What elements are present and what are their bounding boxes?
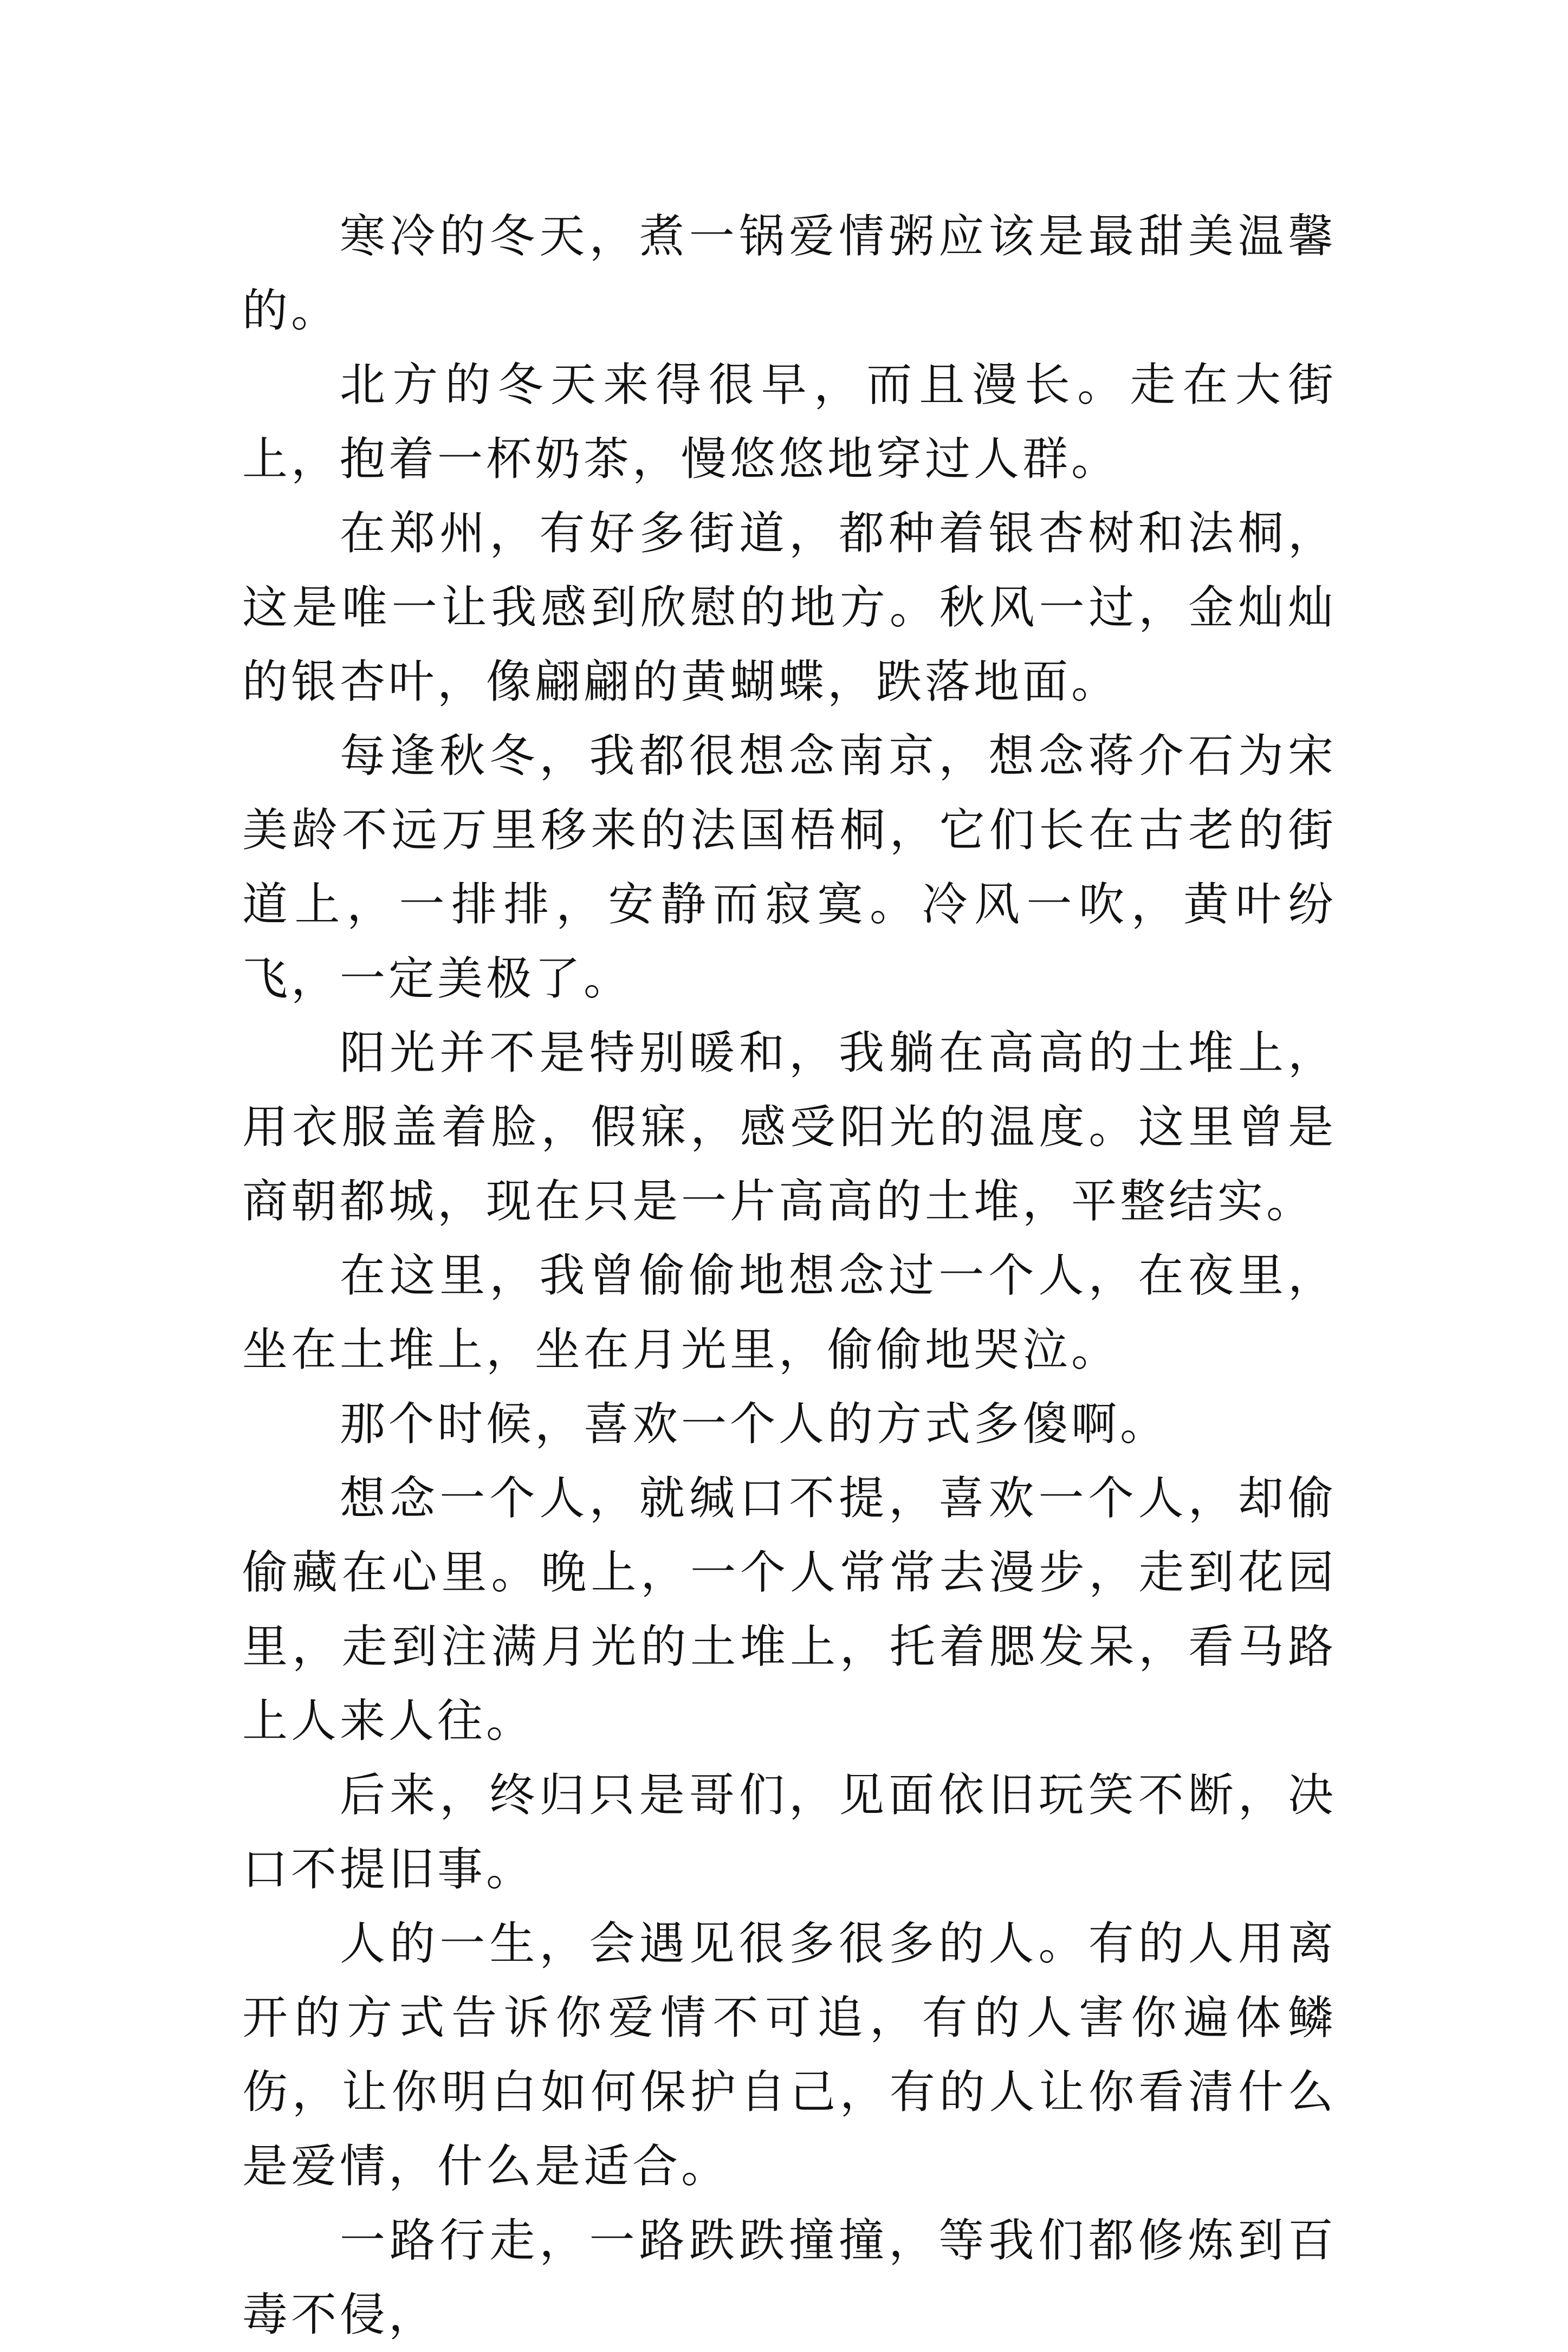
paragraph: 在这里，我曾偷偷地想念过一个人，在夜里，坐在土堆上，坐在月光里，偷偷地哭泣。 xyxy=(242,1249,1337,1376)
paragraph: 人的一生，会遇见很多很多的人。有的人用离开的方式告诉你爱情不可追，有的人害你遍体鳞伤，让你明白如何保护自己，有的人让你看清什么是爱情，什么是适合。 xyxy=(242,1917,1337,2193)
document-body xyxy=(242,199,1337,2352)
paragraph: 阳光并不是特别暖和，我躺在高高的土堆上，用衣服盖着脸，假寐，感受阳光的温度。这里曾是商朝都城，现在只是一片高高的土堆，平整结实。 xyxy=(242,1026,1337,1228)
paragraph: 后来，终归只是哥们，见面依旧玩笑不断，决口不提旧事。 xyxy=(242,1768,1337,1896)
paragraph: 北方的冬天来得很早，而且漫长。走在大街上，抱着一杯奶茶，慢悠悠地穿过人群。 xyxy=(242,358,1337,485)
paragraph: 寒冷的冬天，煮一锅爱情粥应该是最甜美温馨的。 xyxy=(242,210,1337,337)
paragraph: 每逢秋冬，我都很想念南京，想念蒋介石为宋美龄不远万里移来的法国梧桐，它们长在古老的街道上，一排排，安静而寂寞。冷风一吹，黄叶纷飞，一定美极了。 xyxy=(242,729,1337,1005)
paragraph: 那个时候，喜欢一个人的方式多傻啊。 xyxy=(340,1397,1169,1450)
paragraph: 一路行走，一路跌跌撞撞，等我们都修炼到百毒不侵， xyxy=(242,2214,1337,2341)
paragraph: 在郑州，有好多街道，都种着银杏树和法桐，这是唯一让我感到欣慰的地方。秋风一过，金灿灿的银杏叶，像翩翩的黄蝴蝶，跌落地面。 xyxy=(242,507,1337,708)
paragraph: 想念一个人，就缄口不提，喜欢一个人，却偷偷藏在心里。晚上，一个人常常去漫步，走到花园里，走到注满月光的土堆上，托着腮发呆，看马路上人来人往。 xyxy=(242,1472,1337,1747)
